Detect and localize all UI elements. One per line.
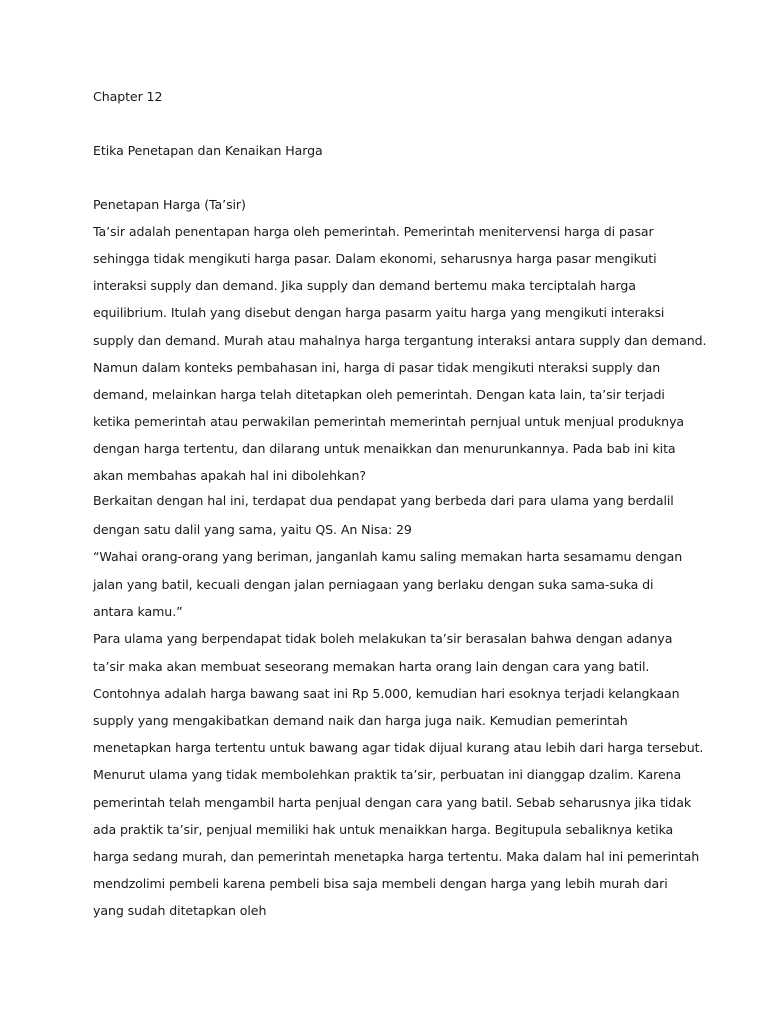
- body-line: dengan satu dalil yang sama, yaitu QS. An Nisa: 29: [93, 522, 412, 537]
- body-line: pemerintah telah mengambil harta penjual dengan cara yang batil. Sebab seharusnya jika tidak: [93, 795, 692, 810]
- body-line: sehingga tidak mengikuti harga pasar. Dalam ekonomi, seharusnya harga pasar mengikuti: [93, 251, 657, 266]
- body-line: yang sudah ditetapkan oleh: [93, 903, 267, 918]
- document-title: Etika Penetapan dan Kenaikan Harga: [93, 143, 323, 158]
- body-line: akan membahas apakah hal ini dibolehkan?: [93, 468, 367, 483]
- body-line: demand, melainkan harga telah ditetapkan oleh pemerintah. Dengan kata lain, ta’sir terjadi: [93, 387, 665, 402]
- body-line: menetapkan harga tertentu untuk bawang agar tidak dijual kurang atau lebih dari harga tersebut.: [93, 740, 704, 755]
- body-line: equilibrium. Itulah yang disebut dengan harga pasarm yaitu harga yang mengikuti interaksi: [93, 305, 665, 320]
- body-line: Contohnya adalah harga bawang saat ini Rp 5.000, kemudian hari esoknya terjadi kelangkaan: [93, 686, 680, 701]
- quote-line: antara kamu.”: [93, 604, 183, 619]
- quote-line: jalan yang batil, kecuali dengan jalan perniagaan yang berlaku dengan suka sama-suka di: [93, 577, 654, 592]
- section-heading: Penetapan Harga (Ta’sir): [93, 197, 246, 212]
- body-line: ta’sir maka akan membuat seseorang memakan harta orang lain dengan cara yang batil.: [93, 659, 650, 674]
- body-line: supply yang mengakibatkan demand naik dan harga juga naik. Kemudian pemerintah: [93, 713, 628, 728]
- chapter-label: Chapter 12: [93, 89, 163, 104]
- body-line: dengan harga tertentu, dan dilarang untuk menaikkan dan menurunkannya. Pada bab ini kita: [93, 441, 676, 456]
- body-line: Para ulama yang berpendapat tidak boleh melakukan ta’sir berasalan bahwa dengan adanya: [93, 631, 673, 646]
- body-line: harga sedang murah, dan pemerintah menetapka harga tertentu. Maka dalam hal ini pemerintah: [93, 849, 700, 864]
- body-line: interaksi supply dan demand. Jika supply dan demand bertemu maka terciptalah harga: [93, 278, 636, 293]
- body-line: mendzolimi pembeli karena pembeli bisa saja membeli dengan harga yang lebih murah dari: [93, 876, 668, 891]
- body-line: ada praktik ta’sir, penjual memiliki hak untuk menaikkan harga. Begitupula sebaliknya ketika: [93, 822, 674, 837]
- body-line: supply dan demand. Murah atau mahalnya harga tergantung interaksi antara supply dan demand.: [93, 333, 707, 348]
- quote-line: “Wahai orang-orang yang beriman, janganlah kamu saling memakan harta sesamamu dengan: [93, 549, 683, 564]
- body-line: Menurut ulama yang tidak membolehkan praktik ta’sir, perbuatan ini dianggap dzalim. Karena: [93, 767, 682, 782]
- body-line: Berkaitan dengan hal ini, terdapat dua pendapat yang berbeda dari para ulama yang berdalil: [93, 493, 674, 508]
- body-line: Namun dalam konteks pembahasan ini, harga di pasar tidak mengikuti nteraksi supply dan: [93, 360, 661, 375]
- body-line: ketika pemerintah atau perwakilan pemerintah memerintah pernjual untuk menjual produknya: [93, 414, 685, 429]
- body-line: Ta’sir adalah penentapan harga oleh pemerintah. Pemerintah menitervensi harga di pasar: [93, 224, 654, 239]
